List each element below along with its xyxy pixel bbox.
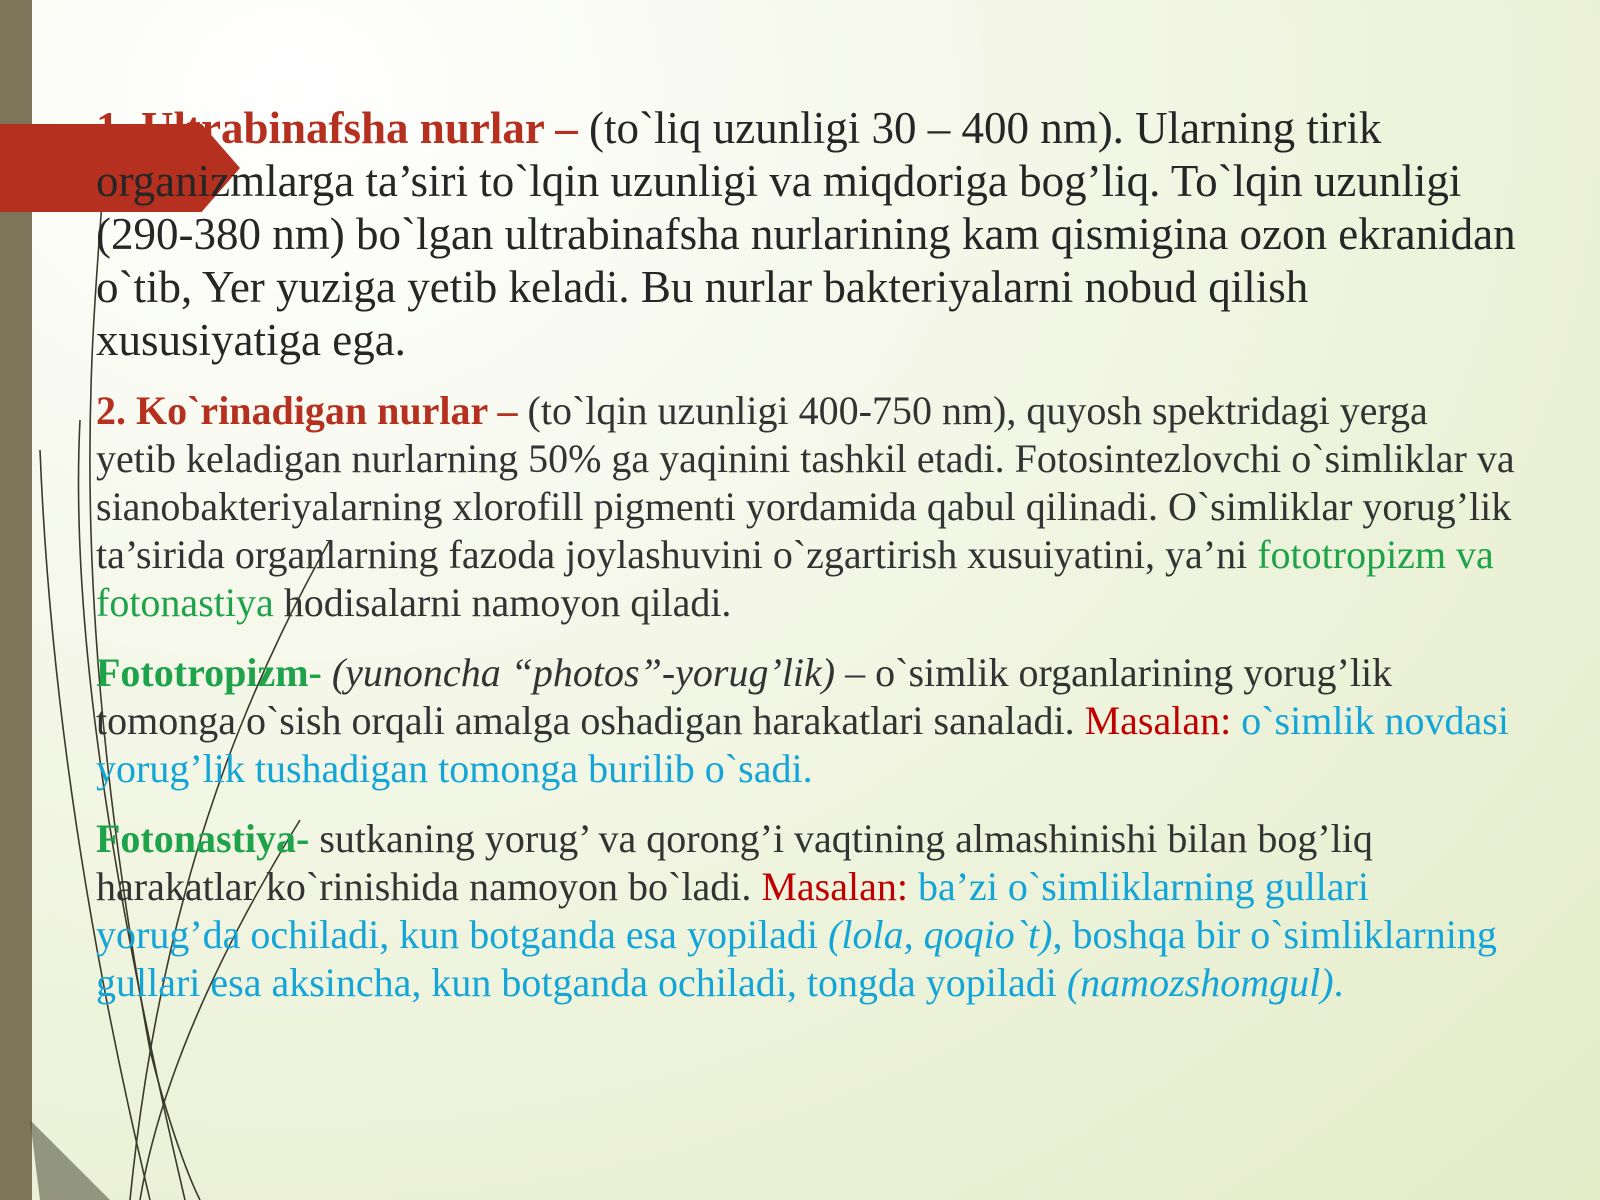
paragraph-phototropism [96,649,1516,793]
body-ultraviolet: (to`liq uzunligi 30 – 400 nm). Ularning tirik organizmlarga ta’siri to`lqin uzunligi va miqdoriga bog’liq. To`lqin uzunligi (290-380 nm) bo`lgan ultrabinafsha nurlarining kam qismigina ozon ekranidan o`tib, Yer yuziga yetib keladi. Bu nurlar bakteriyalarni nobud qilish xususiyatiga ega. [96,103,1516,365]
heading-ultraviolet: 1. Ultrabinafsha nurlar – [96,103,578,153]
example-photonasty-part2: , boshqa bir o`simliklarning gullari esa aksincha, kun botganda ochiladi, tongda yopiladi [96,912,1497,1005]
body-visible-light: (to`lqin uzunligi 400-750 nm), quyosh spektridagi yerga yetib keladigan nurlarning 50% ga yaqinini tashkil etadi. Fotosintezlovchi o`simliklar va sianobakteriyalarning xlorofill pigmenti yordamida qabul qilinadi. O`simliklar yorug’lik ta’sirida organlarning fazoda joylashuvini o`zgartirish xusuiyatini, ya’ni [96,388,1515,577]
example-photonasty-part1: ba’zi o`simliklarning gullari yorug’da ochiladi, kun botganda esa yopiladi [96,864,1369,957]
heading-phototropism: Fototropizm- [96,650,322,695]
slide-content [96,102,1516,1007]
example-photonasty-italic1: (lola, qoqio`t) [828,912,1053,957]
example-photonasty-end: . [1333,960,1344,1005]
tail-visible-light: hodisalarni namoyon qiladi. [273,580,732,625]
paragraph-visible-light [96,387,1516,627]
example-label-photonasty: Masalan: [761,864,908,909]
example-phototropism: o`simlik novdasi yorug’lik tushadigan tomonga burilib o`sadi. [96,698,1509,791]
etymology-phototropism: (yunoncha “photos”-yorug’lik) [321,650,836,695]
paragraph-ultraviolet [96,102,1516,367]
highlight-phototropism-photonasty: fototropizm va fotonastiya [96,532,1494,625]
heading-visible-light: 2. Ko`rinadigan nurlar – [96,388,518,433]
heading-photonasty: Fotonastiya- [96,816,310,861]
example-label-phototropism: Masalan: [1084,698,1232,743]
paragraph-photonasty [96,815,1516,1007]
body-phototropism: – o`simlik organlarining yorug’lik tomonga o`sish orqali amalga oshadigan harakatlari sanaladi. [96,650,1393,743]
body-photonasty: sutkaning yorug’ va qorong’i vaqtining almashinishi bilan bog’liq harakatlar ko`rinishida namoyon bo`ladi. [96,816,1373,909]
example-photonasty-italic2: (namozshomgul) [1066,960,1334,1005]
